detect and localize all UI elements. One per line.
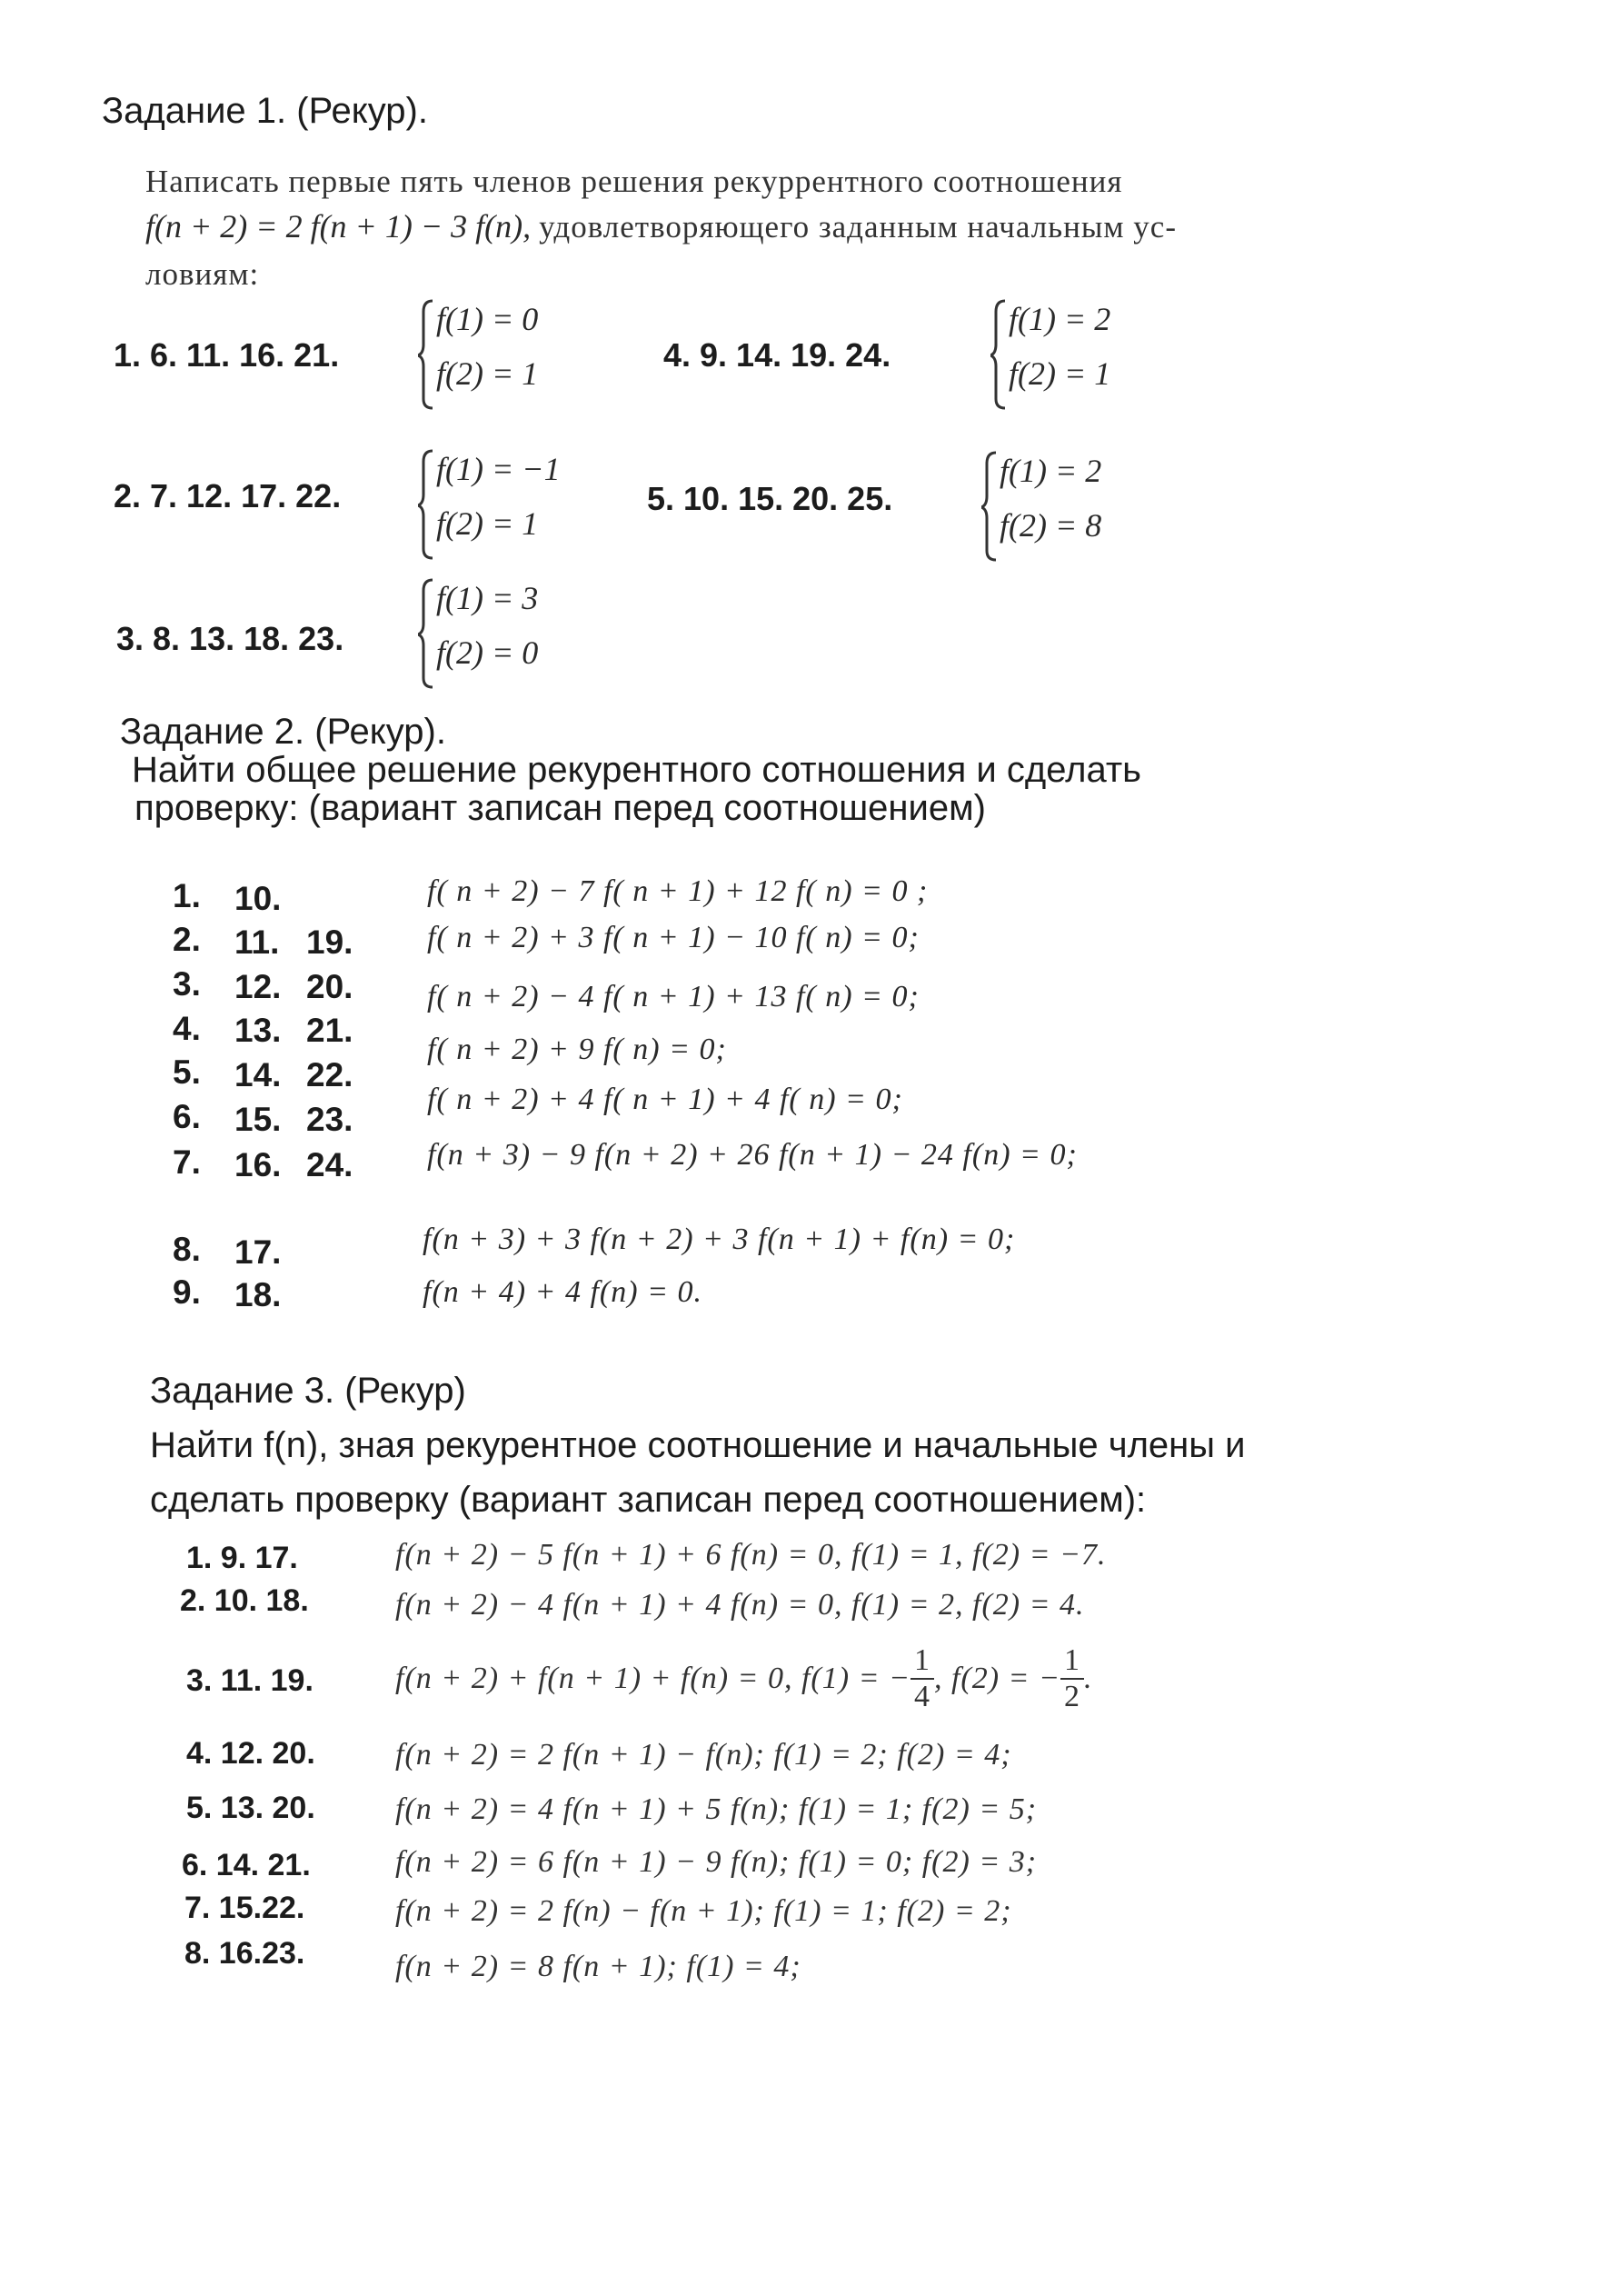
task2-num: 12.: [234, 968, 282, 1005]
task2-formula: f( n + 2) + 4 f( n + 1) + 4 f( n) = 0;: [427, 1083, 903, 1116]
task2-formula: f( n + 2) − 7 f( n + 1) + 12 f( n) = 0 ;: [427, 874, 929, 908]
task2-num: 22.: [306, 1056, 353, 1093]
task2-heading: Задание 2. (Рекур).: [120, 712, 446, 752]
task3-formula: f(n + 2) = 8 f(n + 1); f(1) = 4;: [395, 1950, 801, 1983]
task1-variants-1: 1. 6. 11. 16. 21.: [114, 336, 340, 374]
system-line: f(2) = 8: [1000, 507, 1102, 544]
task2-line1: Найти общее решение рекурентного сотношения и сделать: [132, 750, 1141, 790]
brace-icon: [418, 574, 436, 693]
task1-variants-5: 3. 8. 13. 18. 23.: [116, 620, 344, 657]
task3-variants: 3. 11. 19.: [186, 1663, 313, 1698]
task3-formula-fraction: [395, 1643, 1092, 1714]
task3-variants: 5. 13. 20.: [186, 1791, 315, 1825]
task3-formula: f(n + 2) = 2 f(n + 1) − f(n); f(1) = 2; f(2) = 4;: [395, 1738, 1012, 1772]
task2-num: 11.: [234, 923, 280, 961]
task2-num: 18.: [234, 1276, 282, 1313]
task3-formula: f(n + 2) − 4 f(n + 1) + 4 f(n) = 0, f(1) = 2, f(2) = 4.: [395, 1588, 1085, 1622]
task2-num: 1.: [173, 877, 201, 914]
task2-num: 5.: [173, 1053, 201, 1091]
task2-num: 3.: [173, 965, 201, 1003]
system-line: f(2) = 1: [1009, 355, 1111, 392]
task1-text-line2-rest: удовлетворяющего заданным начальным ус-: [539, 209, 1177, 245]
task2-formula: f( n + 2) − 4 f( n + 1) + 13 f( n) = 0;: [427, 980, 920, 1013]
task2-formula: f(n + 3) − 9 f(n + 2) + 26 f(n + 1) − 24 f(n) = 0;: [427, 1138, 1078, 1172]
task2-num: 24.: [306, 1146, 353, 1183]
system-line: f(2) = 1: [436, 505, 539, 542]
fraction-denominator: 4: [913, 1680, 930, 1713]
task3-heading: Задание 3. (Рекур): [150, 1371, 466, 1411]
task2-num: 17.: [234, 1233, 282, 1271]
task2-num: 6.: [173, 1098, 201, 1135]
task2-formula: f( n + 2) + 9 f( n) = 0;: [427, 1033, 727, 1066]
task2-num: 20.: [306, 968, 353, 1005]
task1-main-formula: f(n + 2) = 2 f(n + 1) − 3 f(n),: [145, 208, 532, 245]
task2-num: 2.: [173, 921, 201, 958]
task2-num: 13.: [234, 1012, 282, 1049]
task1-text-line3: ловиям:: [145, 256, 260, 292]
task2-line2: проверку: (вариант записан перед соотношением): [134, 788, 986, 828]
task1-system-3: [418, 445, 618, 564]
fraction-numerator: 1: [911, 1643, 934, 1680]
task3-formula: f(n + 2) = 2 f(n) − f(n + 1); f(1) = 1; f(2) = 2;: [395, 1894, 1012, 1928]
task1-variants-4: 5. 10. 15. 20. 25.: [647, 480, 893, 517]
brace-icon: [981, 447, 1000, 565]
task1-system-5: [418, 574, 600, 693]
task2-num: 10.: [234, 880, 282, 917]
task1-heading: Задание 1. (Рекур).: [102, 91, 428, 131]
system-line: f(2) = 1: [436, 355, 539, 392]
task2-num: 7.: [173, 1143, 201, 1181]
task2-num: 9.: [173, 1273, 201, 1311]
task2-num: 23.: [306, 1101, 353, 1138]
task3-variants: 7. 15.22.: [184, 1891, 305, 1925]
task3-variants: 4. 12. 20.: [186, 1736, 315, 1771]
system-line: f(1) = 0: [436, 301, 539, 337]
task3-formula: f(n + 2) = 4 f(n + 1) + 5 f(n); f(1) = 1; f(2) = 5;: [395, 1792, 1038, 1826]
task1-system-4: [981, 447, 1163, 565]
task3-line1: Найти f(n), зная рекурентное соотношение и начальные члены и: [150, 1425, 1246, 1465]
formula-part: , f(2) = −: [933, 1662, 1060, 1695]
task3-variants: 6. 14. 21.: [182, 1848, 311, 1882]
task2-num: 16.: [234, 1146, 282, 1183]
brace-icon: [418, 295, 436, 414]
task3-variants: 8. 16.23.: [184, 1936, 305, 1971]
fraction: [1060, 1643, 1084, 1714]
fraction: [911, 1643, 934, 1714]
task2-formula: f(n + 4) + 4 f(n) = 0.: [423, 1275, 703, 1309]
task2-num: 19.: [306, 923, 353, 961]
task1-system-1: [418, 295, 600, 414]
task1-text-line2: [145, 207, 1177, 245]
task2-formula: f(n + 3) + 3 f(n + 2) + 3 f(n + 1) + f(n) = 0;: [423, 1223, 1016, 1256]
formula-part: f(n + 2) + f(n + 1) + f(n) = 0, f(1) = −: [395, 1662, 911, 1695]
task3-line2: сделать проверку (вариант записан перед соотношением):: [150, 1480, 1147, 1520]
task1-system-2: [990, 295, 1172, 414]
task1-text-line1: Написать первые пять членов решения рекуррентного соотношения: [145, 164, 1123, 199]
brace-icon: [418, 445, 436, 564]
task2-formula: f( n + 2) + 3 f( n + 1) − 10 f( n) = 0;: [427, 921, 920, 954]
task3-formula: f(n + 2) − 5 f(n + 1) + 6 f(n) = 0, f(1) = 1, f(2) = −7.: [395, 1538, 1107, 1572]
system-line: f(1) = 3: [436, 580, 539, 616]
system-line: f(2) = 0: [436, 634, 539, 671]
task3-variants: 2. 10. 18.: [180, 1583, 309, 1618]
system-line: f(1) = 2: [1009, 301, 1111, 337]
task2-num: 15.: [234, 1101, 282, 1138]
fraction-numerator: 1: [1060, 1643, 1084, 1680]
task3-variants: 1. 9. 17.: [186, 1541, 298, 1575]
fraction-denominator: 2: [1063, 1680, 1080, 1713]
task1-variants-2: 4. 9. 14. 19. 24.: [663, 336, 891, 374]
task2-num: 8.: [173, 1231, 201, 1268]
brace-icon: [990, 295, 1009, 414]
formula-part: .: [1083, 1662, 1093, 1695]
task2-num: 21.: [306, 1012, 353, 1049]
task1-variants-3: 2. 7. 12. 17. 22.: [114, 477, 342, 514]
task2-num: 14.: [234, 1056, 282, 1093]
system-line: f(1) = −1: [436, 451, 561, 487]
system-line: f(1) = 2: [1000, 453, 1102, 489]
task3-formula: f(n + 2) = 6 f(n + 1) − 9 f(n); f(1) = 0; f(2) = 3;: [395, 1845, 1038, 1879]
task2-num: 4.: [173, 1010, 201, 1047]
